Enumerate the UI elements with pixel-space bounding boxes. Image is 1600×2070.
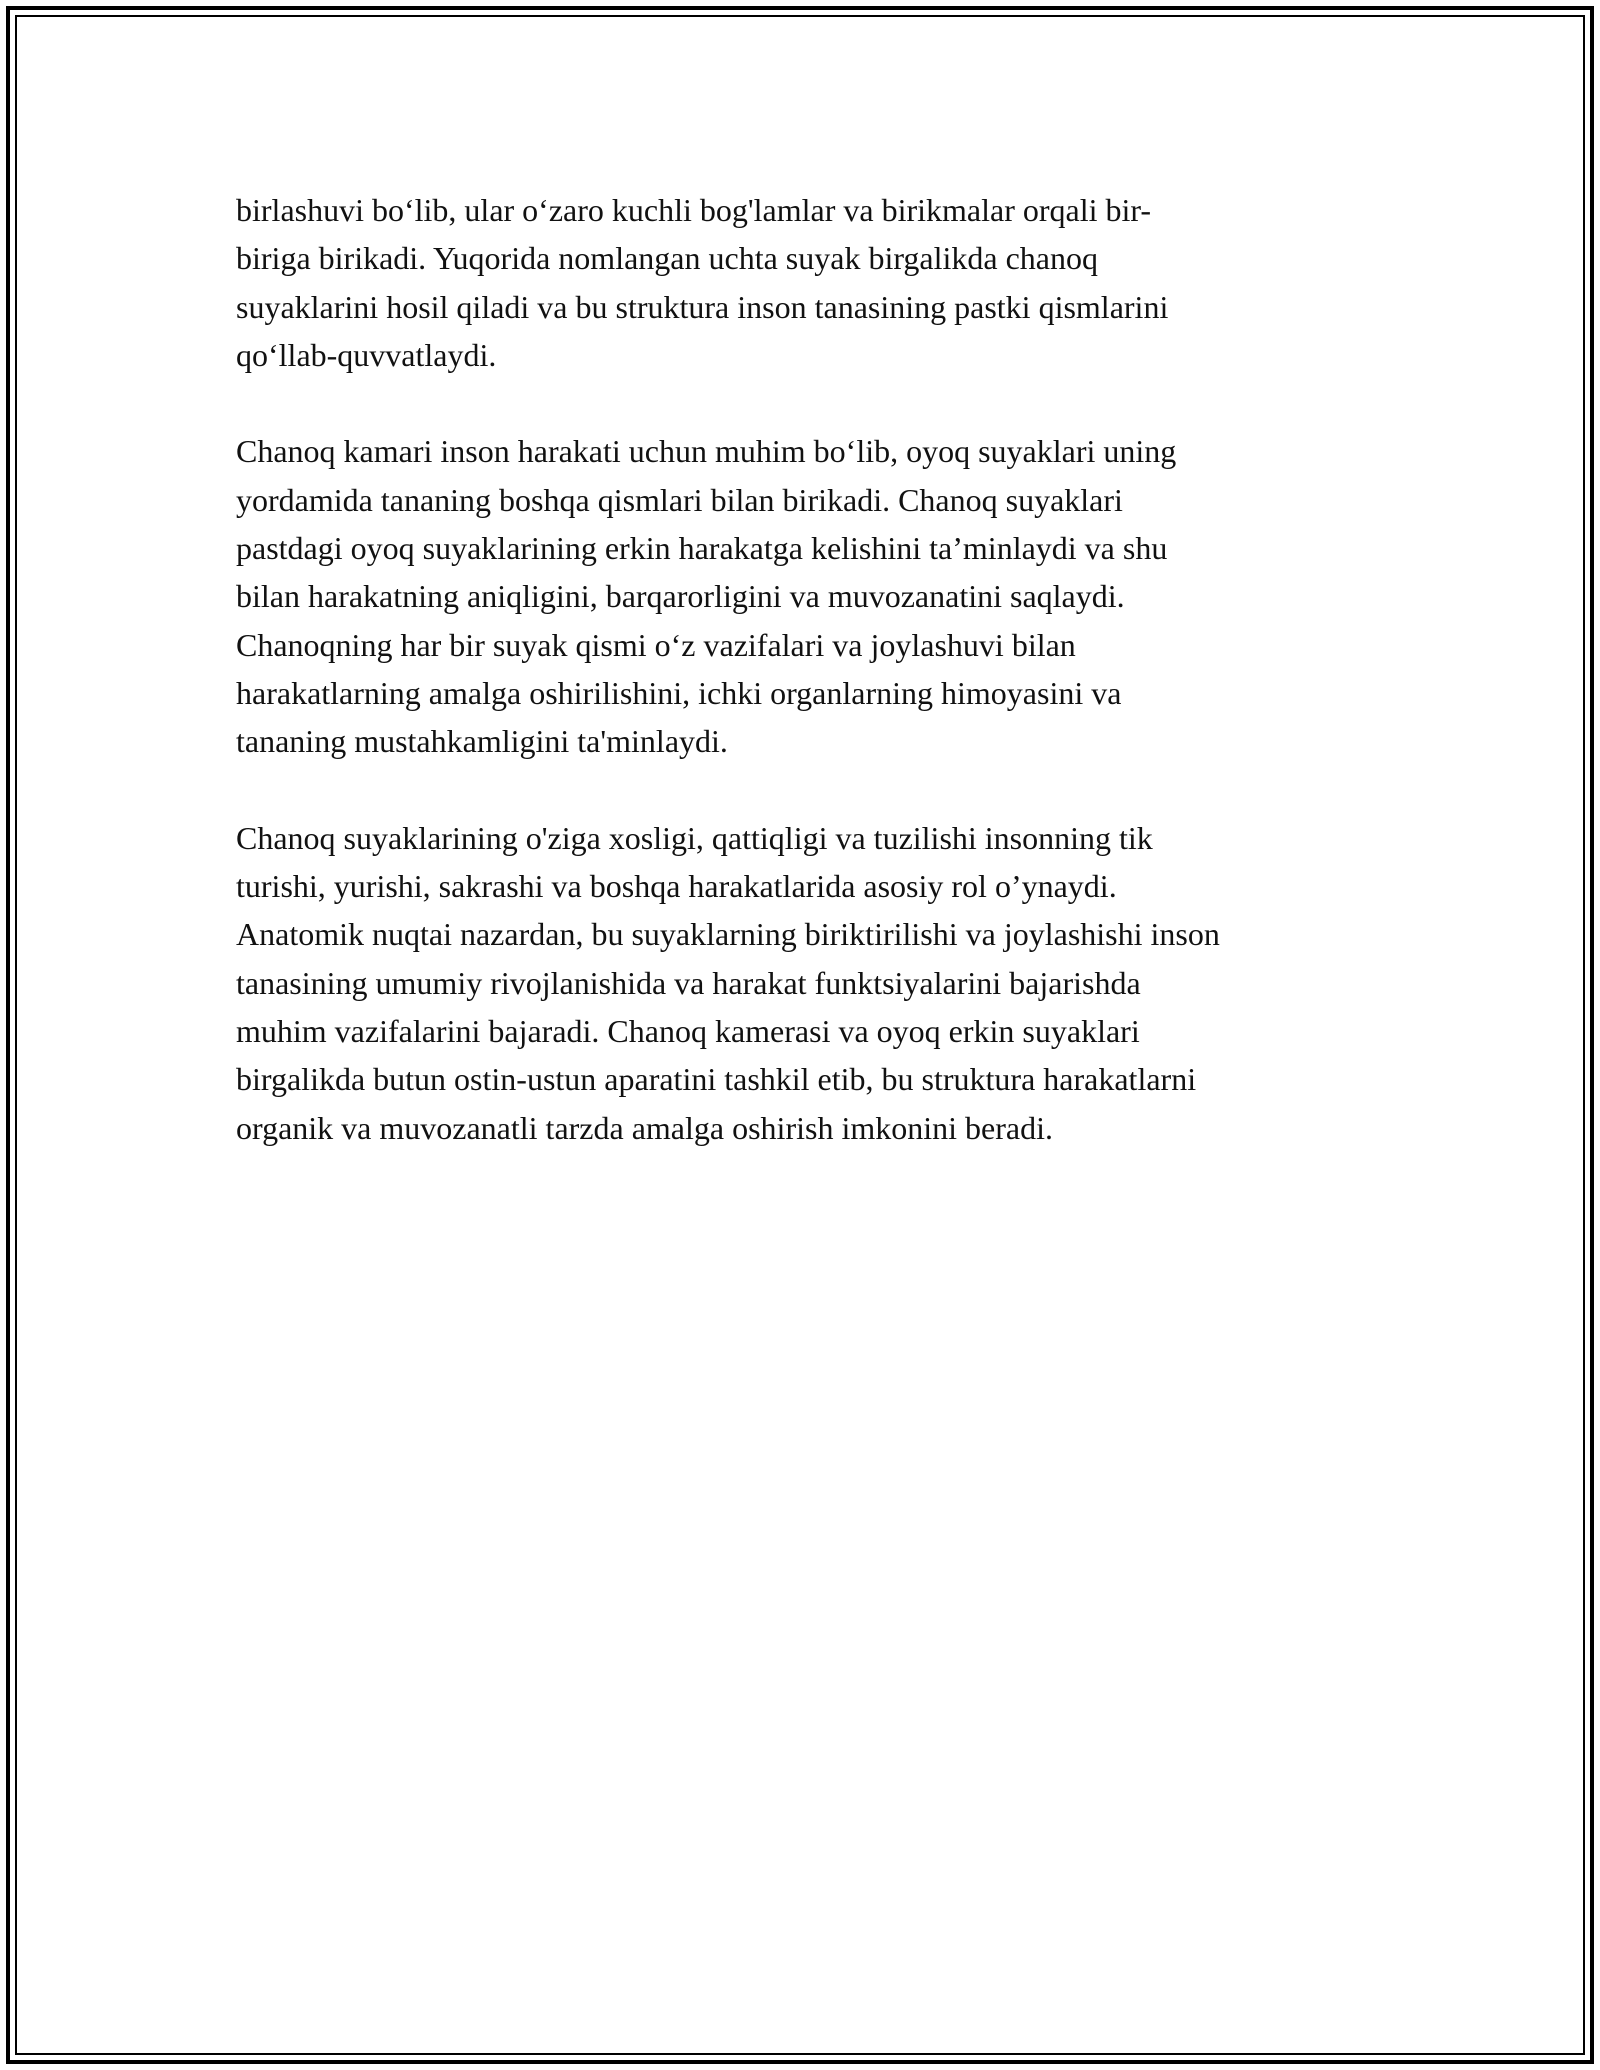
paragraph-3: Chanoq suyaklarining o'ziga xosligi, qattiqligi va tuzilishi insonning tik turishi, yurishi, sakrashi va boshqa harakatlarida asosiy rol o’ynaydi. Anatomik nuqtai nazardan, bu suyaklarning biriktirilishi va joylashishi inson tanasining umumiy rivojlanishida va harakat funktsiyalarini bajarishda muhim vazifalarini bajaradi. Chanoq kamerasi va oyoq erkin suyaklari birgalikda butun ostin-ustun aparatini tashkil etib, bu struktura harakatlarni organik va muvozanatli tarzda amalga oshirish imkonini beradi. — [236, 819, 1220, 1146]
paragraph-1: birlashuvi bo‘lib, ular o‘zaro kuchli bog'lamlar va birikmalar orqali bir- biriga birikadi. Yuqorida nomlangan uchta suyak birgalikda chanoq suyaklarini hosil qiladi va bu struktura inson tanasining pastki qismlarini qo‘llab-quvvatlaydi. — [236, 192, 1169, 373]
paragraph-2: Chanoq kamari inson harakati uchun muhim bo‘lib, oyoq suyaklari uning yordamida tananing boshqa qismlari bilan birikadi. Chanoq suyaklari pastdagi oyoq suyaklarining erkin harakatga kelishini ta’minlaydi va shu bilan harakatning aniqligini, barqarorligini va muvozanatini saqlaydi. Chanoqning har bir suyak qismi o‘z vazifalari va joylashuvi bilan harakatlarning amalga oshirilishini, ichki organlarning himoyasini va tananing mustahkamligini ta'minlaydi. — [236, 433, 1177, 760]
document-body — [236, 186, 1376, 1200]
